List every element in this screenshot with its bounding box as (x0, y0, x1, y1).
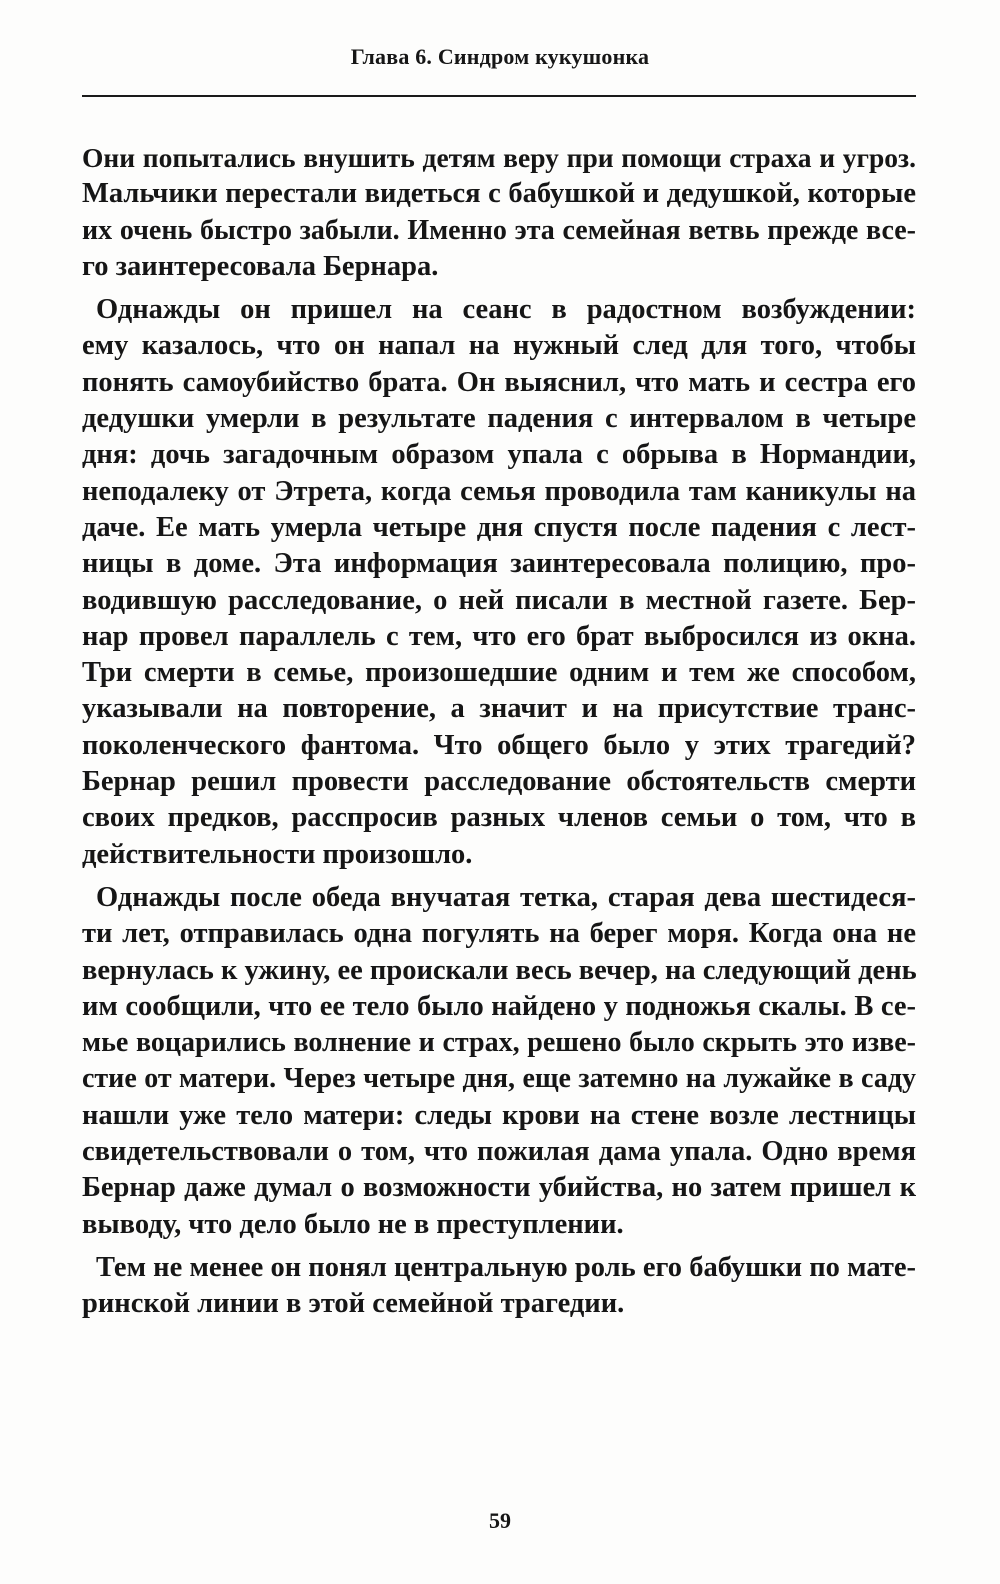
body-text (82, 140, 916, 1323)
text-line: Они попытались внушить детям веру при помощи страха и угроз. (82, 142, 916, 173)
text-line: ницы в доме. Эта информация заинтересовала полицию, про- (82, 548, 916, 580)
text-line: свидетельствовали о том, что пожилая дама упала. Одно время (82, 1136, 916, 1168)
text-line: вернулась к ужину, ее проискали весь вечер, на следующий день (82, 954, 917, 986)
paragraph (82, 880, 916, 1243)
text-line: поколенческого фантома. Что общего было у этих трагедий? (82, 729, 916, 761)
text-line: их очень быстро забыли. Именно эта семейная ветвь прежде все- (82, 214, 916, 246)
page-number: 59 (489, 1508, 511, 1533)
text-line: указывали на повторение, а значит и на присутствие транс- (82, 693, 916, 725)
text-line: неподалеку от Этрета, когда семья проводила там каникулы на (82, 475, 916, 507)
text-line: им сообщили, что ее тело было найдено у подножья скалы. В се- (82, 990, 916, 1022)
text-line: мье воцарились волнение и страх, решено было скрыть это изве- (82, 1027, 916, 1059)
text-line: дедушки умерли в результате падения с интервалом в четыре (82, 403, 916, 435)
text-line: Однажды после обеда внучатая тетка, старая дева шестидеся- (96, 881, 916, 913)
text-line: нар провел параллель с тем, что его брат выбросился из окна. (82, 620, 916, 652)
text-line: водившую расследование, о ней писали в местной газете. Бер- (82, 584, 916, 616)
paragraph (82, 140, 916, 285)
text-line: ринской линии в этой семейной трагедии. (82, 1288, 625, 1320)
text-line: Три смерти в семье, произошедшие одним и тем же способом, (82, 657, 916, 689)
header-rule (82, 95, 916, 97)
text-line: ему казалось, что он напал на нужный след для того, чтобы (82, 330, 916, 362)
paragraph (82, 292, 916, 873)
text-line: нашли уже тело матери: следы крови на стене возле лестницы (82, 1099, 916, 1131)
text-line: Однажды он пришел на сеанс в радостном возбуждении: (96, 294, 916, 326)
text-line: выводу, что дело было не в преступлении. (82, 1208, 624, 1240)
text-line: даче. Ее мать умерла четыре дня спустя после падения с лест- (82, 511, 916, 543)
running-head: Глава 6. Синдром кукушонка (350, 44, 650, 69)
text-line: Бернар даже думал о возможности убийства, но затем пришел к (82, 1172, 916, 1204)
text-line: Мальчики перестали видеться с бабушкой и дедушкой, которые (82, 178, 916, 210)
text-line: стие от матери. Через четыре дня, еще затемно на лужайке в саду (82, 1063, 916, 1095)
text-line: понять самоубийство брата. Он выяснил, что мать и сестра его (82, 366, 916, 398)
text-line: своих предков, расспросив разных членов семьи о том, что в (82, 802, 916, 834)
text-line: дня: дочь загадочным образом упала с обрыва в Нормандии, (82, 439, 916, 471)
text-line: го заинтересовала Бернара. (82, 250, 439, 282)
text-line: действительности произошло. (82, 838, 473, 870)
text-line: Тем не менее он понял центральную роль его бабушки по мате- (96, 1251, 916, 1283)
paragraph (82, 1250, 916, 1323)
text-line: ти лет, отправилась одна погулять на берег моря. Когда она не (82, 918, 916, 950)
text-line: Бернар решил провести расследование обстоятельств смерти (82, 766, 916, 798)
